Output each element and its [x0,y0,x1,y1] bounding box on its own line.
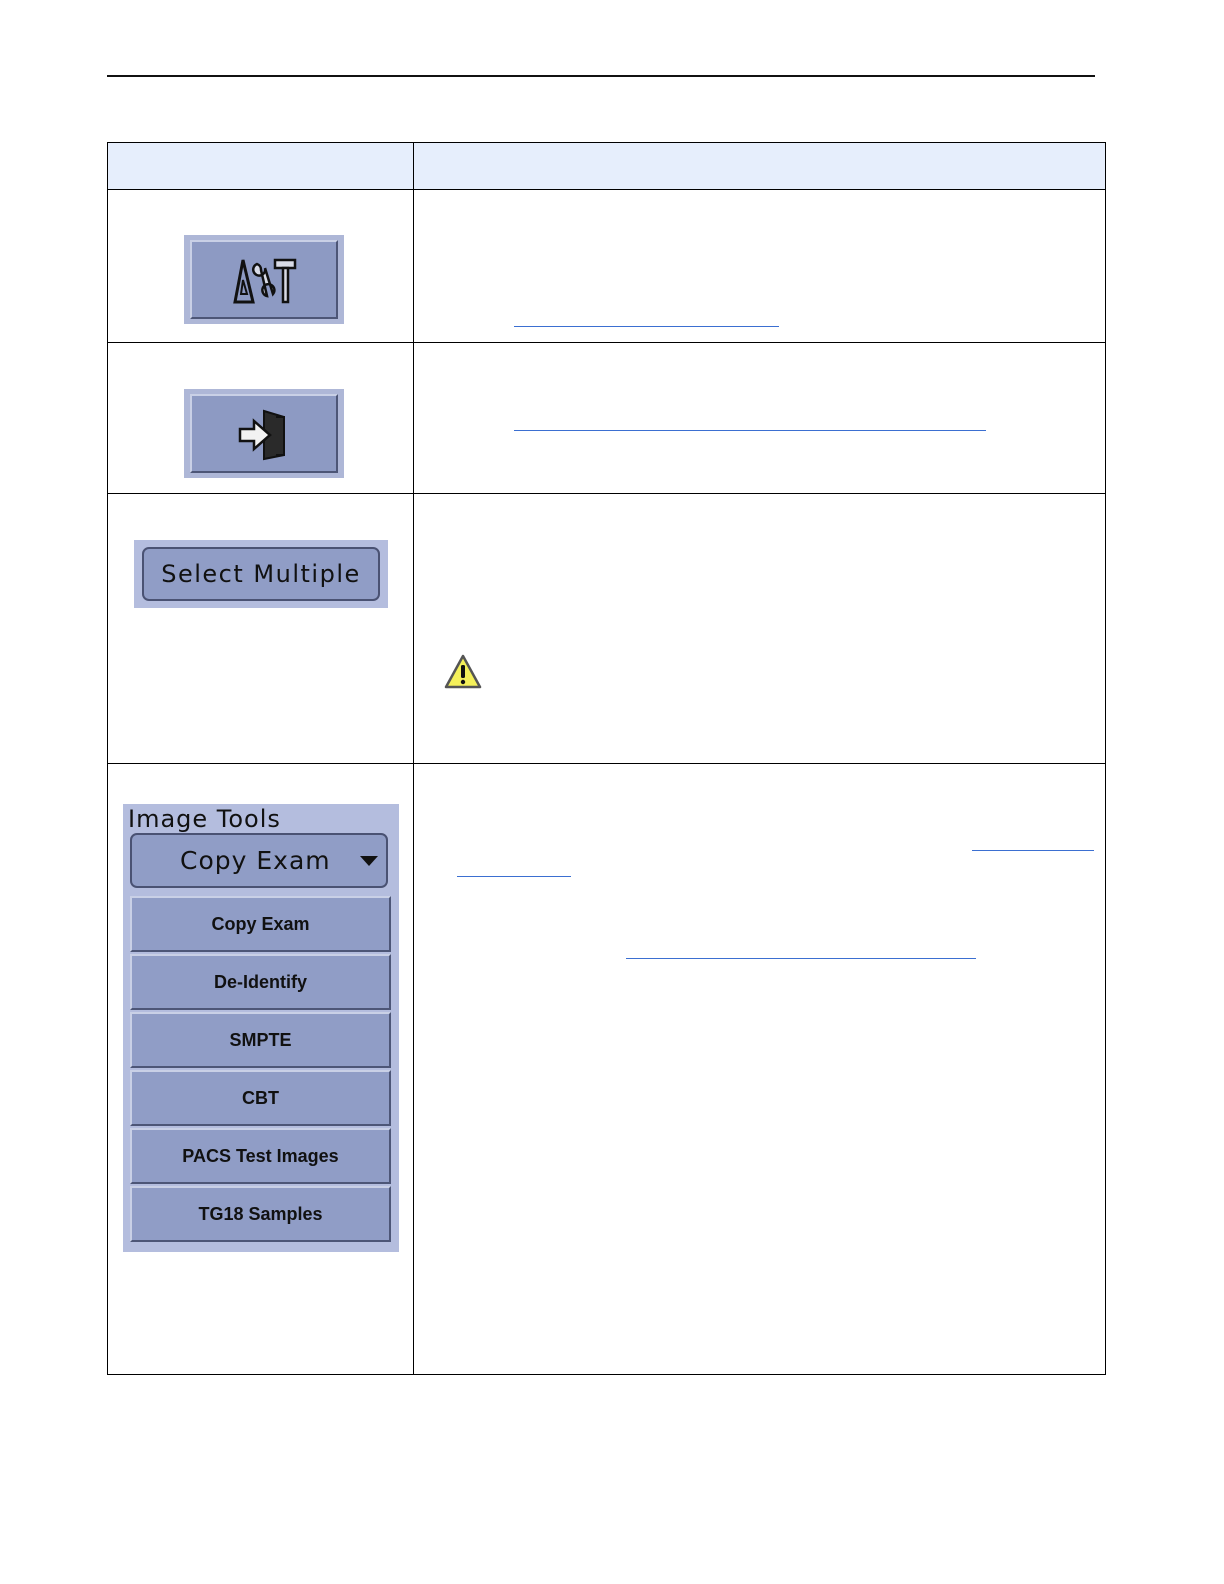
exit-icon [232,407,296,461]
link-underline[interactable] [457,876,571,877]
menu-item-cbt[interactable]: CBT [130,1070,391,1126]
row-divider [108,763,1105,764]
warning-icon [443,653,483,691]
column-divider [413,143,414,1374]
link-underline[interactable] [972,850,1094,851]
link-underline[interactable] [514,430,986,431]
menu-item-de-identify[interactable]: De-Identify [130,954,391,1010]
row-divider [108,342,1105,343]
image-tools-dropdown[interactable] [130,833,388,888]
top-rule [107,75,1095,77]
image-tools-title: Image Tools [128,805,281,833]
chevron-down-icon [360,856,378,866]
link-underline[interactable] [626,958,976,959]
menu-item-tg18-samples[interactable]: TG18 Samples [130,1186,391,1242]
row-divider [108,493,1105,494]
select-multiple-button[interactable]: Select Multiple [142,547,380,601]
menu-item-smpte[interactable]: SMPTE [130,1012,391,1068]
reference-table [107,142,1106,1375]
image-tools-menu [130,896,391,1244]
dropdown-selected-value: Copy Exam [180,846,331,875]
image-tools-panel [123,804,399,1252]
menu-item-pacs-test-images[interactable]: PACS Test Images [130,1128,391,1184]
tools-button[interactable] [184,235,344,324]
link-underline[interactable] [514,326,779,327]
exit-button[interactable] [184,389,344,478]
menu-item-copy-exam[interactable]: Copy Exam [130,896,391,952]
table-header-row [108,143,1105,190]
select-multiple-button-frame [134,540,388,608]
tools-icon [229,254,299,306]
